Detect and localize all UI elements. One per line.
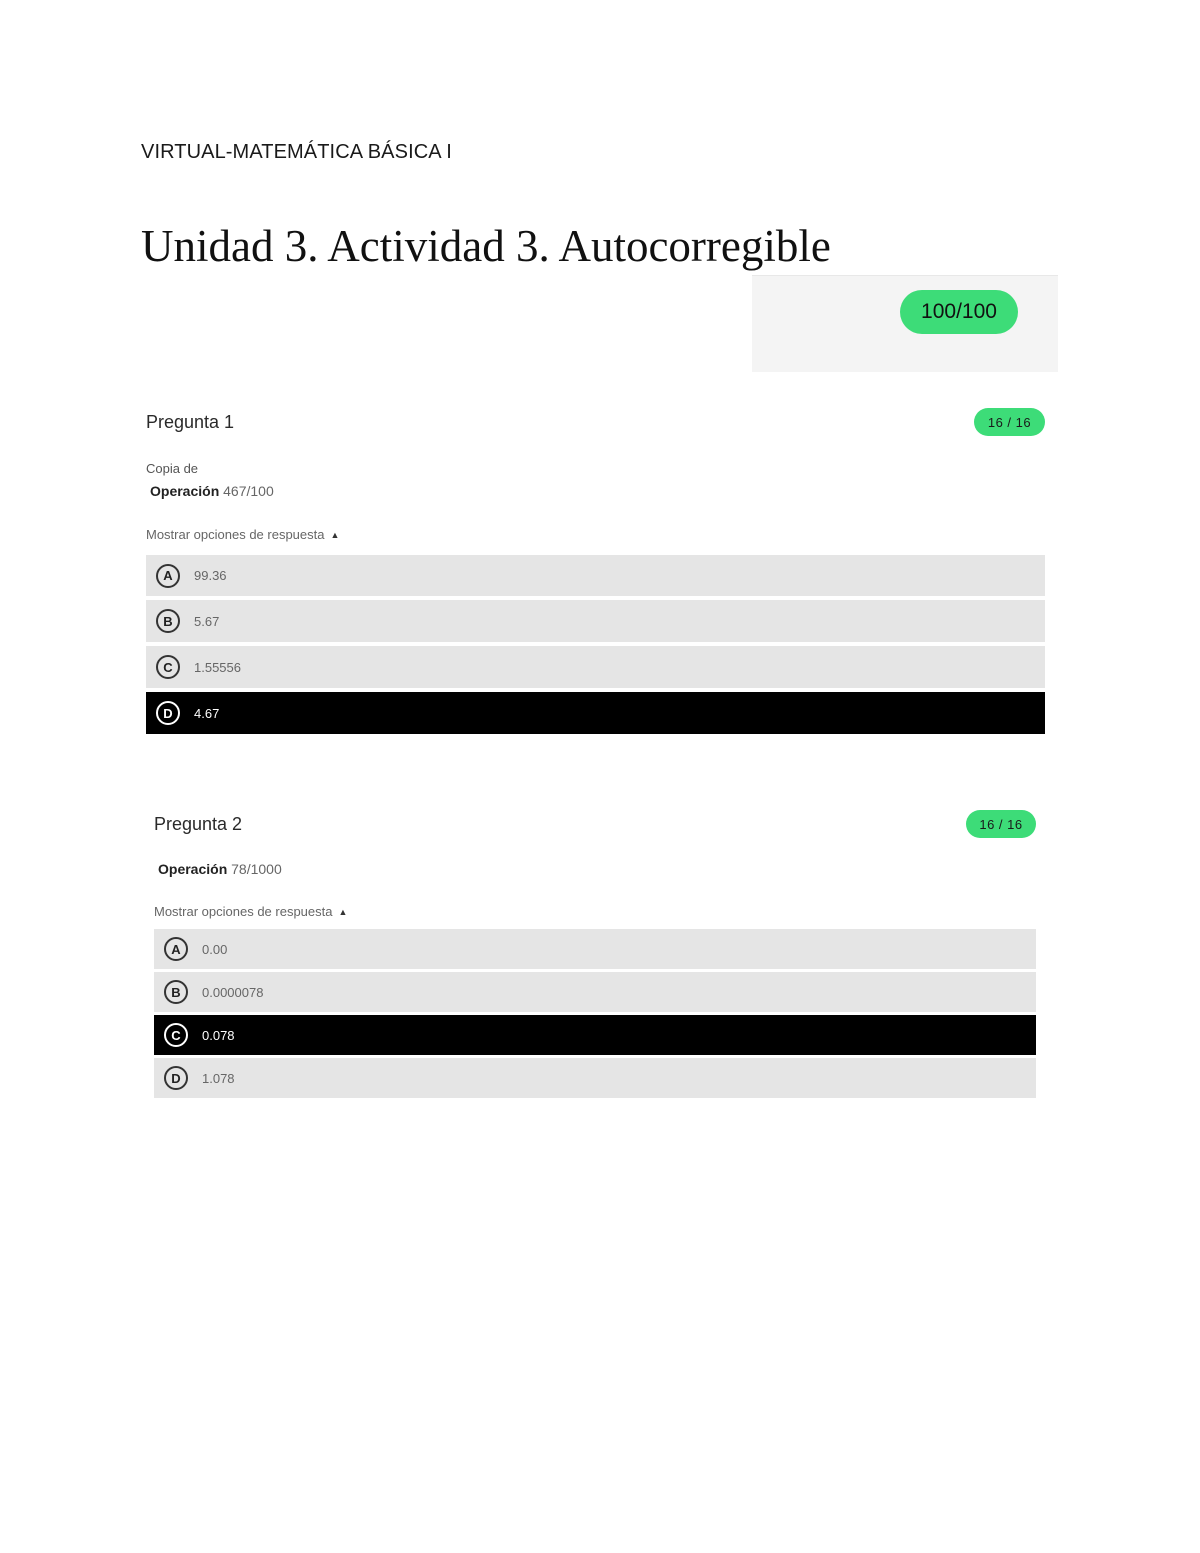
- chevron-up-icon: ▲: [330, 530, 340, 540]
- option-letter-b-icon: B: [156, 609, 180, 633]
- show-options-toggle[interactable]: [146, 527, 339, 542]
- option-value: 0.00: [202, 941, 228, 957]
- option-letter-d-icon: D: [164, 1066, 188, 1090]
- option-value: 5.67: [194, 613, 220, 629]
- option-value: 4.67: [194, 705, 220, 721]
- option-value: 0.0000078: [202, 984, 264, 1000]
- question-heading: Pregunta 1: [146, 412, 235, 432]
- answer-option-b[interactable]: [146, 600, 1045, 642]
- option-letter-d-icon: D: [156, 701, 180, 725]
- show-options-label: Mostrar opciones de respuesta: [154, 904, 333, 919]
- operation-value: 78/1000: [231, 861, 282, 877]
- score-panel: [752, 275, 1058, 372]
- total-score-badge: 100/100: [900, 290, 1018, 334]
- option-value: 1.55556: [194, 659, 241, 675]
- option-letter-a-icon: A: [164, 937, 188, 961]
- answer-option-c-selected[interactable]: [154, 1015, 1036, 1055]
- operation-value: 467/100: [223, 483, 274, 499]
- course-title: VIRTUAL-MATEMÁTICA BÁSICA I: [141, 141, 452, 163]
- answer-option-d[interactable]: [154, 1058, 1036, 1098]
- option-value: 0.078: [202, 1027, 235, 1043]
- copy-label: Copia de: [146, 461, 199, 476]
- option-value: 99.36: [194, 568, 227, 583]
- option-letter-c-icon: C: [164, 1023, 188, 1047]
- question-points-badge: 16 / 16: [974, 408, 1045, 436]
- answer-option-c[interactable]: [146, 646, 1045, 688]
- chevron-up-icon: ▲: [338, 907, 348, 917]
- operation-label: Operación: [150, 483, 220, 499]
- answer-option-b[interactable]: [154, 972, 1036, 1012]
- option-letter-c-icon: C: [156, 655, 180, 679]
- page-title: Unidad 3. Actividad 3. Autocorregible: [141, 221, 831, 271]
- question-heading: Pregunta 2: [154, 814, 243, 834]
- option-letter-a-icon: A: [156, 564, 180, 588]
- answer-option-a[interactable]: [154, 929, 1036, 969]
- question-2: [154, 814, 1036, 1098]
- operation-label: Operación: [158, 861, 228, 877]
- question-points-badge: 16 / 16: [966, 810, 1036, 838]
- option-value: 1.078: [202, 1070, 235, 1086]
- question-1: [146, 412, 1045, 734]
- show-options-toggle[interactable]: [154, 904, 347, 919]
- show-options-label: Mostrar opciones de respuesta: [146, 527, 325, 542]
- operation-text: [150, 483, 274, 499]
- answer-option-d-selected[interactable]: [146, 692, 1045, 734]
- answer-option-a[interactable]: [146, 555, 1045, 596]
- operation-text: [158, 861, 282, 877]
- option-letter-b-icon: B: [164, 980, 188, 1004]
